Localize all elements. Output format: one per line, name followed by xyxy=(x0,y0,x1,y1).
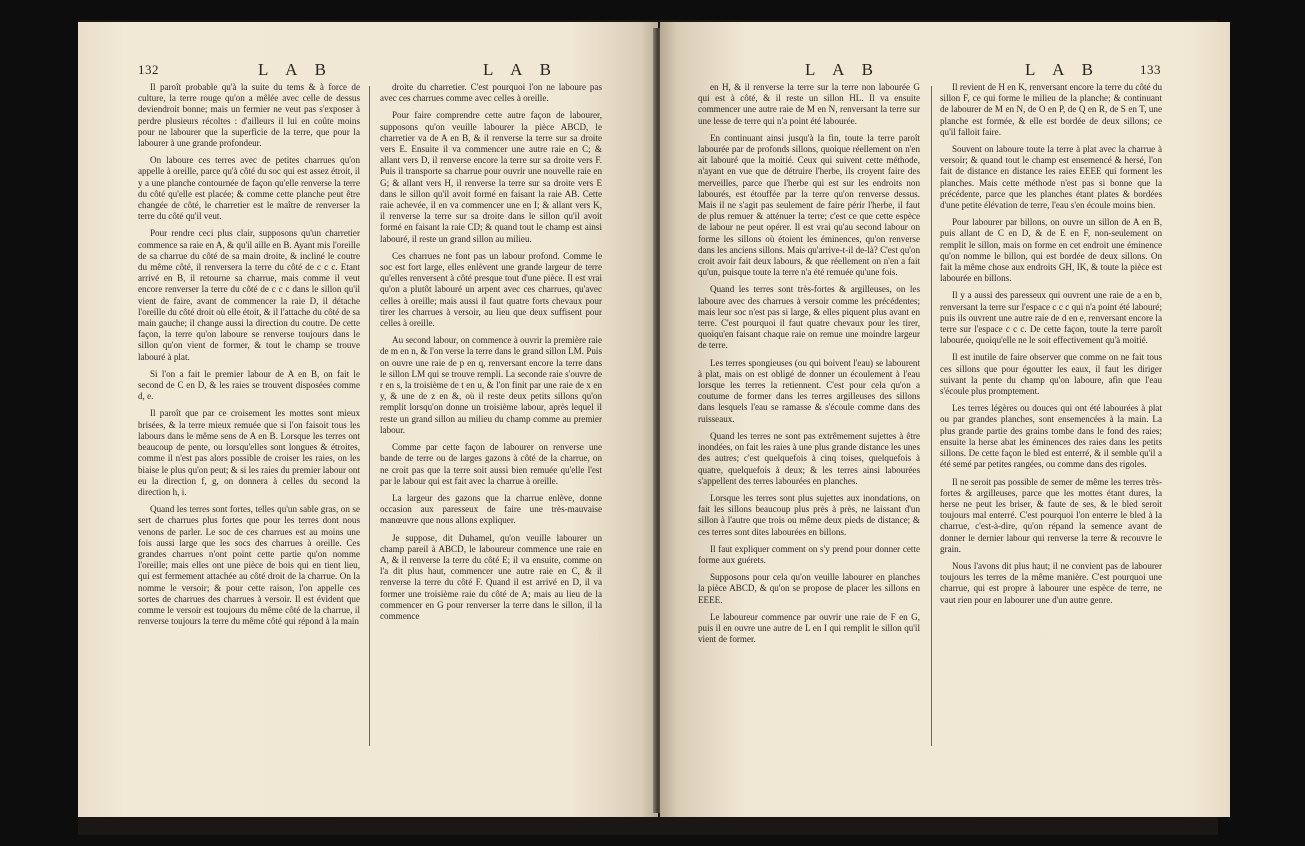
column-rule xyxy=(931,86,932,746)
paragraph: Il paroît probable qu'à la suite du tems & à force de culture, la terre rouge qu'on a mêlée avec celle de dessus deviendroit bonne; mais un fermier ne veut pas s'exposer à perdre plusieurs récoltes : d'ailleurs il lui en coûte moins pour ne labourer que la superficie de la terre, que pour la labourer à une grande profondeur. xyxy=(138,82,360,149)
paragraph: Pour labourer par billons, on ouvre un sillon de A en B, puis allant de C en D, & de E en F, non-seulement on remplit le sillon, mais on forme en cet endroit une éminence qu'on nomme le billon, qui est bordée de deux sillons. On fait la même chose aux endroits GH, IK, & toute la pièce est labourée en billons. xyxy=(940,217,1162,284)
paragraph: Il faut expliquer comment on s'y prend pour donner cette forme aux guérets. xyxy=(698,543,920,565)
paragraph: Le laboureur commence par ouvrir une raie de F en G, puis il en ouvre une autre de L en I qui remplit le sillon qu'il vient de former. xyxy=(698,611,920,645)
paragraph: Supposons pour cela qu'on veuille labourer en planches la pièce ABCD, & qu'on se propose de placer les sillons en EEEE. xyxy=(698,572,920,605)
paragraph: Les terres légères ou douces qui ont été labourées à plat ou par grandes planches, sont ensemencées à la main. La plus grande partie des grains tombe dans le fond des raies; ensuite la herse abat les éminences des raies dans les petits sillons. De cette façon le bled est enterré, & il semble qu'il a été semé par petites rangées, ou comme dans des rigoles. xyxy=(940,403,1162,470)
paragraph: Ces charrues ne font pas un labour profond. Comme le soc est fort large, elles enlèvent une grande largeur de terre qu'elles renversent à côté presque tout d'une pièce. Il est vrai qu'on a plutôt labouré un arpent avec ces charrues, qu'avec celles à oreille; mais aussi il faut quatre forts chevaux pour tirer les charrues à versoir, au lieu que deux suffisent pour celles à oreille. xyxy=(380,250,602,329)
paragraph: Pour rendre ceci plus clair, supposons qu'un charretier commence sa raie en A, & qu'il aille en B. Ayant mis l'oreille de sa charrue du côté de sa main droite, & incliné le coutre du même côté, il renversera la terre du côté de c c c. Etant arrivé en B, il retourne sa charrue, mais comme il veut encore renverser la terre du côté de c c c dans le sillon qu'il vient de faire, avant de commencer la raie D, il détache l'oreille du côté droit où elle étoit, & il l'attache du côté de sa main gauche; il change aussi la direction du coutre. De cette façon, la terre qu'on laboure se renverse toujours dans le sillon qu'on vient de former, & tout le champ se trouve labouré à plat. xyxy=(138,228,360,362)
paragraph: Lorsque les terres sont plus sujettes aux inondations, on fait les sillons beaucoup plus près à près, ne laissant d'un sillon à l'autre que trois ou même deux pieds de distance; & ces terres sont dites labourées en billons. xyxy=(698,492,920,537)
paragraph: En continuant ainsi jusqu'à la fin, toute la terre paroît labourée par de profonds sillons, quoique réellement on n'en ait labouré que la moitié. Ceux qui suivent cette méthode, n'ayant en vue que de détruire l'herbe, ils croyent faire des merveilles, parce que l'herbe qui est sur les endroits non labourés, est étouffée par la terre qu'on renverse dessus. Mais il ne s'agit pas seulement de faire périr l'herbe, il faut de plus remuer & atténuer la terre; c'est ce que cette espèce de labour ne peut opérer. Il est vrai qu'au second labour on forme les sillons où étoient les éminences, qu'on renverse dans les anciens sillons. Mais qu'arrive-t-il de-là? C'est qu'on croit avoir fait deux labours, & que réellement on n'en a fait qu'un, puisque toute la terre n'a été remuée qu'une fois. xyxy=(698,132,920,278)
page-number: 132 xyxy=(138,62,159,77)
column-rule xyxy=(369,86,370,746)
text-column xyxy=(698,82,920,651)
paragraph: Quand les terres sont fortes, telles qu'un sable gras, on se sert de charrues plus fortes que pour les terres dont nous venons de parler. Le soc de ces charrues est au moins une fois aussi large que les socs des charrues à oreille. Ces grandes charrues n'ont point cette partie qu'on nomme l'oreille; mais elles ont une pièce de bois qui en tient lieu, qui est fermement attachée au côté droit de la charrue. On la nomme le versoir; & pour cette raison, l'on appelle ces sortes de charrues des charrues à versoir. Il est évident que comme le versoir est toujours du même côté de la charrue, il renverse toujours la terre du même côté qui répond à la main xyxy=(138,504,360,627)
right-page xyxy=(660,22,1230,817)
paragraph: Les terres spongieuses (ou qui boivent l'eau) se labourent à plat, mais on est obligé de donner un écoulement à l'eau lorsque les terres la retiennent. C'est pour cela qu'on a coutume de former dans les terres argilleuses des sillons dans lesquels l'eau se ramasse & s'écoule comme dans des ruisseaux. xyxy=(698,357,920,424)
paragraph: Si l'on a fait le premier labour de A en B, on fait le second de C en D, & les raies se trouvent disposées comme d, e. xyxy=(138,368,360,402)
paragraph: Quand les terres ne sont pas extrêmement sujettes à être inondées, on fait les raies à une plus grande distance les unes des autres; c'est quelquefois à cinq toises, quelquefois à quatre, quelquefois à deux; & les terres ainsi labourées s'appellent des terres labourées en planches. xyxy=(698,430,920,486)
paragraph: Pour faire comprendre cette autre façon de labourer, supposons qu'on veuille labourer la pièce ABCD, le charretier va de A en B, & il renverse la terre sur sa droite vers E. Ensuite il va commencer une autre raie en C; & allant vers D, il renverse encore la terre sur sa droite vers F. Puis il transporte sa charrue pour ouvrir une nouvelle raie en G; & allant vers H, il renverse la terre sur sa droite vers E dans le sillon qu'il avoit formé en faisant la raie AB. Cette raie achevée, il en va commencer une en I; & allant vers K, il renverse la terre sur sa droite dans le sillon qu'il avoit formé en faisant la raie CD; & quand tout le champ est ainsi labouré, il reste un grand sillon au milieu. xyxy=(380,110,602,244)
paragraph: Quand les terres sont très-fortes & argilleuses, on les laboure avec des charrues à versoir comme les précédentes; mais leur soc n'est pas si large, & elles piquent plus avant en terre. C'est pourquoi il faut quatre chevaux pour les tirer, quoiqu'en faisant chaque raie on remue une moindre largeur de terre. xyxy=(698,284,920,351)
paragraph: Il y a aussi des paresseux qui ouvrent une raie de a en b, renversant la terre sur l'espace c c c qui n'a point été labouré; puis ils ouvrent une autre raie de d en e, renversant encore la terre sur l'espace c c c. De cette façon, toute la terre paroît labourée, quoiqu'elle ne le soit effectivement qu'à moitié. xyxy=(940,290,1162,346)
running-head: L A B xyxy=(805,60,880,79)
paragraph: Comme par cette façon de labourer on renverse une bande de terre ou de larges gazons à côté de la charrue, on ne croit pas que la terre soit aussi bien remuée qu'elle l'est par le labour qui est fait avec la charrue à oreille. xyxy=(380,442,602,486)
paragraph: On laboure ces terres avec de petites charrues qu'on appelle à oreille, parce qu'à côté du soc qui est assez étroit, il y a une planche contournée de façon qu'elle renverse la terre du côté qu'elle est placée; & comme cette planche peut être changée de côté, le charretier est le maître de renverser la terre du côté qu'il veut. xyxy=(138,155,360,222)
paragraph: Il est inutile de faire observer que comme on ne fait tous ces sillons que pour égoutter les eaux, il faut les diriger suivant la pente du champ qu'on laboure, afin que l'eau s'écoule plus promptement. xyxy=(940,352,1162,397)
text-column xyxy=(940,82,1162,612)
paragraph: La largeur des gazons que la charrue enlève, donne occasion aux paresseux de faire une très-mauvaise manœuvre que nous allons expliquer. xyxy=(380,492,602,526)
paragraph: Souvent on laboure toute la terre à plat avec la charrue à versoir; & quand tout le champ est ensemencé & hersé, l'on fait de distance en distance les raies EEEE qui forment les planches. Mais cette méthode n'est pas si bonne que la précédente, parce que les planches étant plates & bordées d'une petite élévation de terre, l'eau s'en écoule moins bien. xyxy=(940,144,1162,211)
page-number: 133 xyxy=(1140,62,1161,77)
paragraph: Il ne seroit pas possible de semer de même les terres très-fortes & argilleuses, parce que les mottes étant dures, la herse ne peut les briser, & faute de ses, & le bled seroit toujours mal enterré. C'est pourquoi l'on enterre le bled à la charrue, c'est-à-dire, qu'on répand la semence avant de donner le dernier labour qui renverse la terre & recouvre le grain. xyxy=(940,476,1162,554)
running-head: L A B xyxy=(1025,60,1100,79)
paragraph: Au second labour, on commence à ouvrir la première raie de m en n, & l'on verse la terre dans le grand sillon LM. Puis on ouvre une raie de p en q, renversant encore la terre dans le sillon LM qui se trouve rempli. La seconde raie s'ouvre de r en s, la troisième de t en u, & l'on finit par une raie de x en y, & une de z en &, où il reste deux petits sillons qu'on remplit lorsqu'on donne un troisième labour, après lequel il reste un grand sillon au milieu du champ comme au premier labour. xyxy=(380,335,602,435)
paragraph: Je suppose, dit Duhamel, qu'on veuille labourer un champ pareil à ABCD, le laboureur commence une raie en A, & il renverse la terre du côté E; il va ensuite, comme on l'a dit plus haut, commencer une autre raie en C, & il renverse la terre du côté F. Quand il est arrivé en D, il va former une troisième raie du côté de A; mais au lieu de la commencer en G pour renverser la terre dans le sillon, il la commence xyxy=(380,532,602,621)
left-page xyxy=(78,22,658,817)
paragraph: Il revient de H en K, renversant encore la terre du côté du sillon F, ce qui forme le milieu de la planche; & continuant de labourer de M en N, de O en P, de Q en R, de S en T, une planche est formée, & elle est bordée de deux sillons; ce qu'il falloit faire. xyxy=(940,82,1162,137)
paragraph: en H, & il renverse la terre sur la terre non labourée G qui est à côté, & il reste un sillon HL. Il va ensuite commencer une autre raie de M en N, renversant la terre sur une lesse de terre qui n'a point été labourée. xyxy=(698,82,920,126)
paragraph: Nous l'avons dit plus haut; il ne convient pas de labourer toujours les terres de la même manière. C'est pourquoi une charrue, qui est propre à labourer une espèce de terre, ne vaut rien pour en labourer une d'un autre genre. xyxy=(940,560,1162,605)
paragraph: droite du charretier. C'est pourquoi l'on ne laboure pas avec ces charrues comme avec celles à oreille. xyxy=(380,82,602,104)
text-column xyxy=(380,82,602,628)
text-column xyxy=(138,82,360,633)
paragraph: Il paroît que par ce croisement les mottes sont mieux brisées, & la terre mieux remuée que si l'on faisoit tous les labours dans le même sens de A en B. Lorsque les terres ont beaucoup de pente, ou lorsqu'elles sont longues & étroites, comme il n'est pas alors possible de croiser les raies, on les biaise le plus qu'on peut; & si les raies du premier labour ont eu la direction f, g, on donnera à celles du second la direction h, i. xyxy=(138,408,360,497)
running-head: L A B xyxy=(483,60,558,79)
running-head: L A B xyxy=(258,60,333,79)
